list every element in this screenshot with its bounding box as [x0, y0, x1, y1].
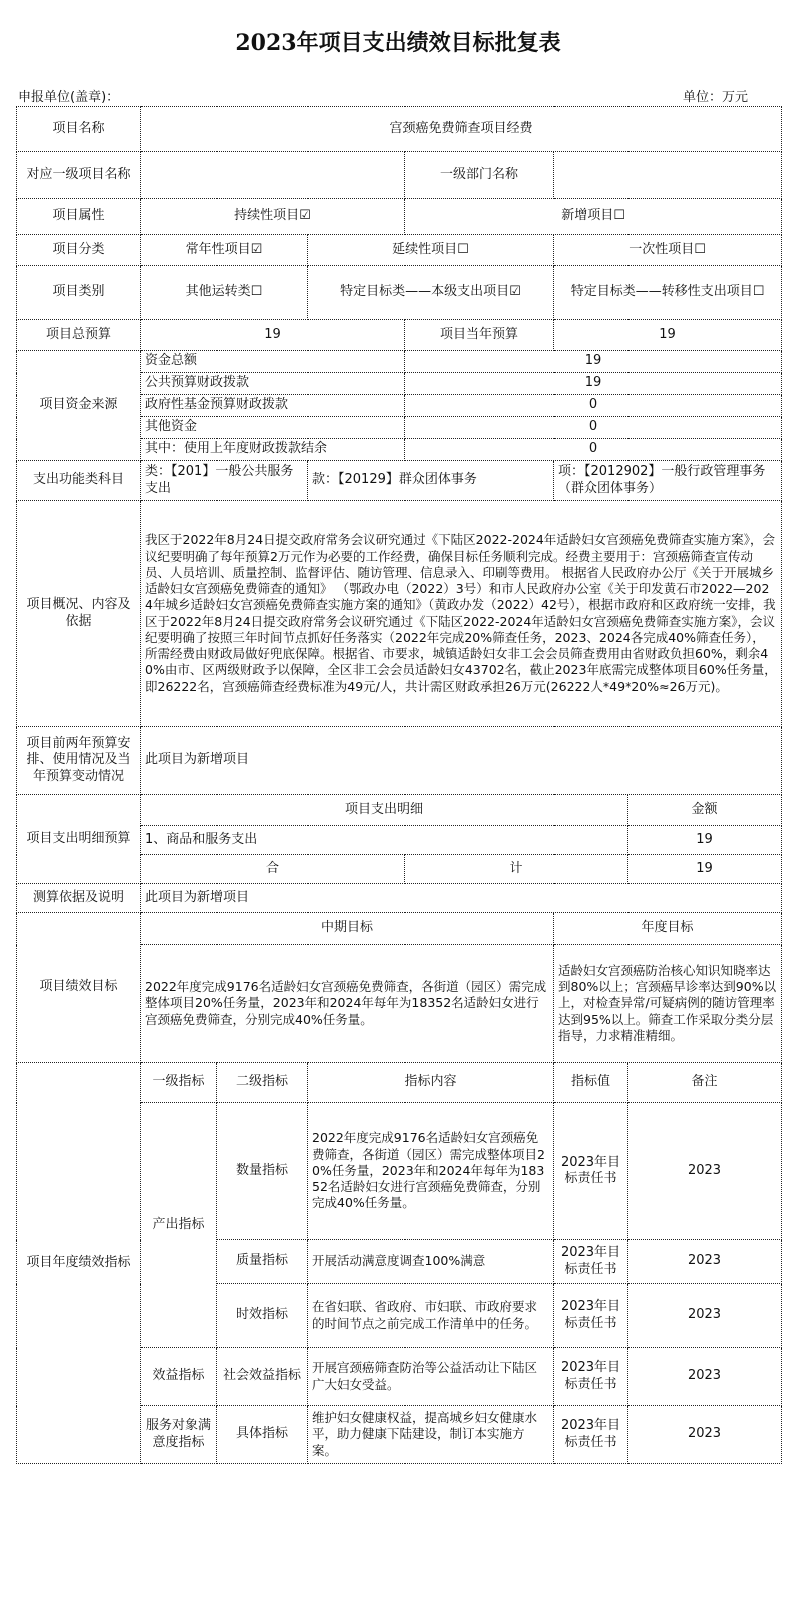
funding-item-value: 19	[405, 351, 782, 373]
indicator-l2: 时效指标	[217, 1284, 308, 1348]
funding-item-name: 资金总额	[141, 351, 405, 373]
budget-label: 项目总预算	[17, 320, 141, 351]
row-goals-header	[17, 913, 782, 945]
indicator-content: 在省妇联、省政府、市妇联、市政府要求的时间节点之前完成工作清单中的任务。	[308, 1284, 554, 1348]
funding-item-name: 其中：使用上年度财政拨款结余	[141, 439, 405, 461]
indicator-effect: 效益指标	[141, 1348, 217, 1406]
indicator-output: 产出指标	[141, 1103, 217, 1348]
previous-years-text: 此项目为新增项目	[141, 727, 782, 795]
row-previous-years	[17, 727, 782, 795]
approval-table	[16, 106, 782, 1464]
indicator-satisfaction: 服务对象满意度指标	[141, 1406, 217, 1464]
class-onetime: 一次性项目☐	[554, 235, 782, 266]
indicator-content: 开展宫颈癌筛查防治等公益活动让下陆区广大妇女受益。	[308, 1348, 554, 1406]
row-detail-header	[17, 795, 782, 826]
primary-dept-label: 一级部门名称	[405, 152, 554, 199]
indicator-content: 开展活动满意度调查100%满意	[308, 1240, 554, 1284]
unit-label: 单位：万元	[682, 90, 748, 105]
page-title: 2023年项目支出绩效目标批复表	[235, 30, 561, 56]
detail-budget-label: 项目支出明细预算	[17, 795, 141, 884]
class-label: 项目分类	[17, 235, 141, 266]
function-cls: 款：【20129】群众团体事务	[308, 461, 554, 501]
row-budget	[17, 320, 782, 351]
row-project-name	[17, 107, 782, 152]
attr-new: 新增项目☐	[405, 199, 782, 235]
row-attr	[17, 199, 782, 235]
project-name-value: 宫颈癌免费筛查项目经费	[141, 107, 782, 152]
indicator-l2: 具体指标	[217, 1406, 308, 1464]
applicant-unit-label: 申报单位(盖章)：	[18, 90, 120, 105]
mid-term-header: 中期目标	[141, 913, 554, 945]
attr-continuous: 持续性项目☑	[141, 199, 405, 235]
indicator-value: 2023年目标责任书	[554, 1348, 628, 1406]
detail-amount-header: 金额	[628, 795, 782, 826]
indicator-h3: 指标内容	[308, 1063, 554, 1103]
detail-total-amount: 19	[628, 855, 782, 884]
indicator-value: 2023年目标责任书	[554, 1103, 628, 1240]
kind-operation: 其他运转类☐	[141, 266, 308, 320]
funding-item-name: 其他资金	[141, 417, 405, 439]
function-class-label: 支出功能类科目	[17, 461, 141, 501]
row-indicator-header	[17, 1063, 782, 1103]
approval-table-wrapper	[16, 106, 781, 1464]
indicator-value: 2023年目标责任书	[554, 1284, 628, 1348]
overview-label: 项目概况、内容及依据	[17, 501, 141, 727]
detail-header: 项目支出明细	[141, 795, 628, 826]
function-kind: 类：【201】一般公共服务支出	[141, 461, 308, 501]
dept-label: 对应一级项目名称	[17, 152, 141, 199]
indicator-note: 2023	[628, 1406, 782, 1464]
kind-local: 特定目标类——本级支出项目☑	[308, 266, 554, 320]
primary-dept-value	[554, 152, 782, 199]
indicator-h5: 备注	[628, 1063, 782, 1103]
detail-total-char-b: 计	[405, 855, 628, 884]
funding-item-value: 0	[405, 395, 782, 417]
row-basis	[17, 884, 782, 913]
indicator-label: 项目年度绩效指标	[17, 1063, 141, 1464]
indicator-l2: 数量指标	[217, 1103, 308, 1240]
project-name-label: 项目名称	[17, 107, 141, 152]
previous-years-label: 项目前两年预算安排、使用情况及当年预算变动情况	[17, 727, 141, 795]
detail-total-char-a: 合	[141, 855, 405, 884]
basis-label: 测算依据及说明	[17, 884, 141, 913]
indicator-l2: 质量指标	[217, 1240, 308, 1284]
row-dept	[17, 152, 782, 199]
row-overview	[17, 501, 782, 727]
indicator-l2: 社会效益指标	[217, 1348, 308, 1406]
funding-item-name: 政府性基金预算财政拨款	[141, 395, 405, 417]
indicator-note: 2023	[628, 1348, 782, 1406]
funding-item-name: 公共预算财政拨款	[141, 373, 405, 395]
row-funding-total	[17, 351, 782, 373]
class-annual: 常年性项目☑	[141, 235, 308, 266]
detail-item-amount: 19	[628, 826, 782, 855]
mid-term-goal: 2022年度完成9176名适龄妇女宫颈癌免费筛查，各街道（园区）需完成整体项目20%任务量，2023年和2024年每年为18352名适龄妇女进行宫颈癌免费筛查，分别完成40%任务量。	[141, 945, 554, 1063]
indicator-h1: 一级指标	[141, 1063, 217, 1103]
funding-label: 项目资金来源	[17, 351, 141, 461]
indicator-content: 维护妇女健康权益，提高城乡妇女健康水平，助力健康下陆建设，制订本实施方案。	[308, 1406, 554, 1464]
funding-item-value: 0	[405, 417, 782, 439]
class-extended: 延续性项目☐	[308, 235, 554, 266]
budget-value: 19	[141, 320, 405, 351]
row-kind	[17, 266, 782, 320]
detail-item: 1、商品和服务支出	[141, 826, 628, 855]
year-budget-label: 项目当年预算	[405, 320, 554, 351]
row-function-class	[17, 461, 782, 501]
function-item: 项：【2012902】一般行政管理事务（群众团体事务）	[554, 461, 782, 501]
indicator-h2: 二级指标	[217, 1063, 308, 1103]
attr-label: 项目属性	[17, 199, 141, 235]
annual-goal: 适龄妇女宫颈癌防治核心知识知晓率达到80%以上；宫颈癌早诊率达到90%以上，对检查异常/可疑病例的随访管理率达到95%以上。筛查工作采取分类分层指导，力求精准精细。	[554, 945, 782, 1063]
indicator-note: 2023	[628, 1240, 782, 1284]
indicator-value: 2023年目标责任书	[554, 1240, 628, 1284]
dept-value	[141, 152, 405, 199]
year-budget-value: 19	[554, 320, 782, 351]
funding-item-value: 0	[405, 439, 782, 461]
kind-transfer: 特定目标类——转移性支出项目☐	[554, 266, 782, 320]
funding-item-value: 19	[405, 373, 782, 395]
indicator-content: 2022年度完成9176名适龄妇女宫颈癌免费筛查，各街道（园区）需完成整体项目20%任务量，2023年和2024年每年为18352名适龄妇女进行宫颈癌免费筛查，分别完成40%任务量。	[308, 1103, 554, 1240]
overview-text: 我区于2022年8月24日提交政府常务会议研究通过《下陆区2022-2024年适龄妇女宫颈癌免费筛查实施方案》，会议纪要明确了每年预算2万元作为必要的工作经费，确保目标任务顺利完成。经费主要用于：宫颈癌筛查宣传动员、人员培训、质量控制、监督评估、随访管理、信息录入、印刷等费用。 根据省人民政府办公厅《关于开展城乡适龄妇女宫颈癌免费筛查的通知》 （鄂政办电（2022）3号）和市人民政府办公室《关于印发黄石市2022—2024年城乡适龄妇女宫颈癌免费筛查实施方案的通知》（黄政办发（2022）42号），根据市政府和区政府统一安排，我区于2022年8月24日提交政府常务会议研究通过《下陆区2022-2024年适龄妇女宫颈癌免费筛查实施方案》，会议纪要明确了按照三年时间节点抓好任务落实（2022年完成20%筛查任务，2023、2024各完成40%筛查任务），所需经费由财政局做好兜底保障。根据省、市要求，城镇适龄妇女非工会会员筛查费用由省财政负担60%，剩余40%由市、区两级财政予以保障，全区非工会会员适龄妇女43702名，截止2023年底需完成整体项目60%任务量，即26222名，宫颈癌筛查经费标准为49元/人，共计需区财政承担26万元(26222人*49*20%≈26万元)。	[141, 501, 782, 727]
annual-goal-header: 年度目标	[554, 913, 782, 945]
goals-label: 项目绩效目标	[17, 913, 141, 1063]
indicator-note: 2023	[628, 1284, 782, 1348]
indicator-h4: 指标值	[554, 1063, 628, 1103]
row-class	[17, 235, 782, 266]
indicator-note: 2023	[628, 1103, 782, 1240]
indicator-value: 2023年目标责任书	[554, 1406, 628, 1464]
basis-text: 此项目为新增项目	[141, 884, 782, 913]
kind-label: 项目类别	[17, 266, 141, 320]
